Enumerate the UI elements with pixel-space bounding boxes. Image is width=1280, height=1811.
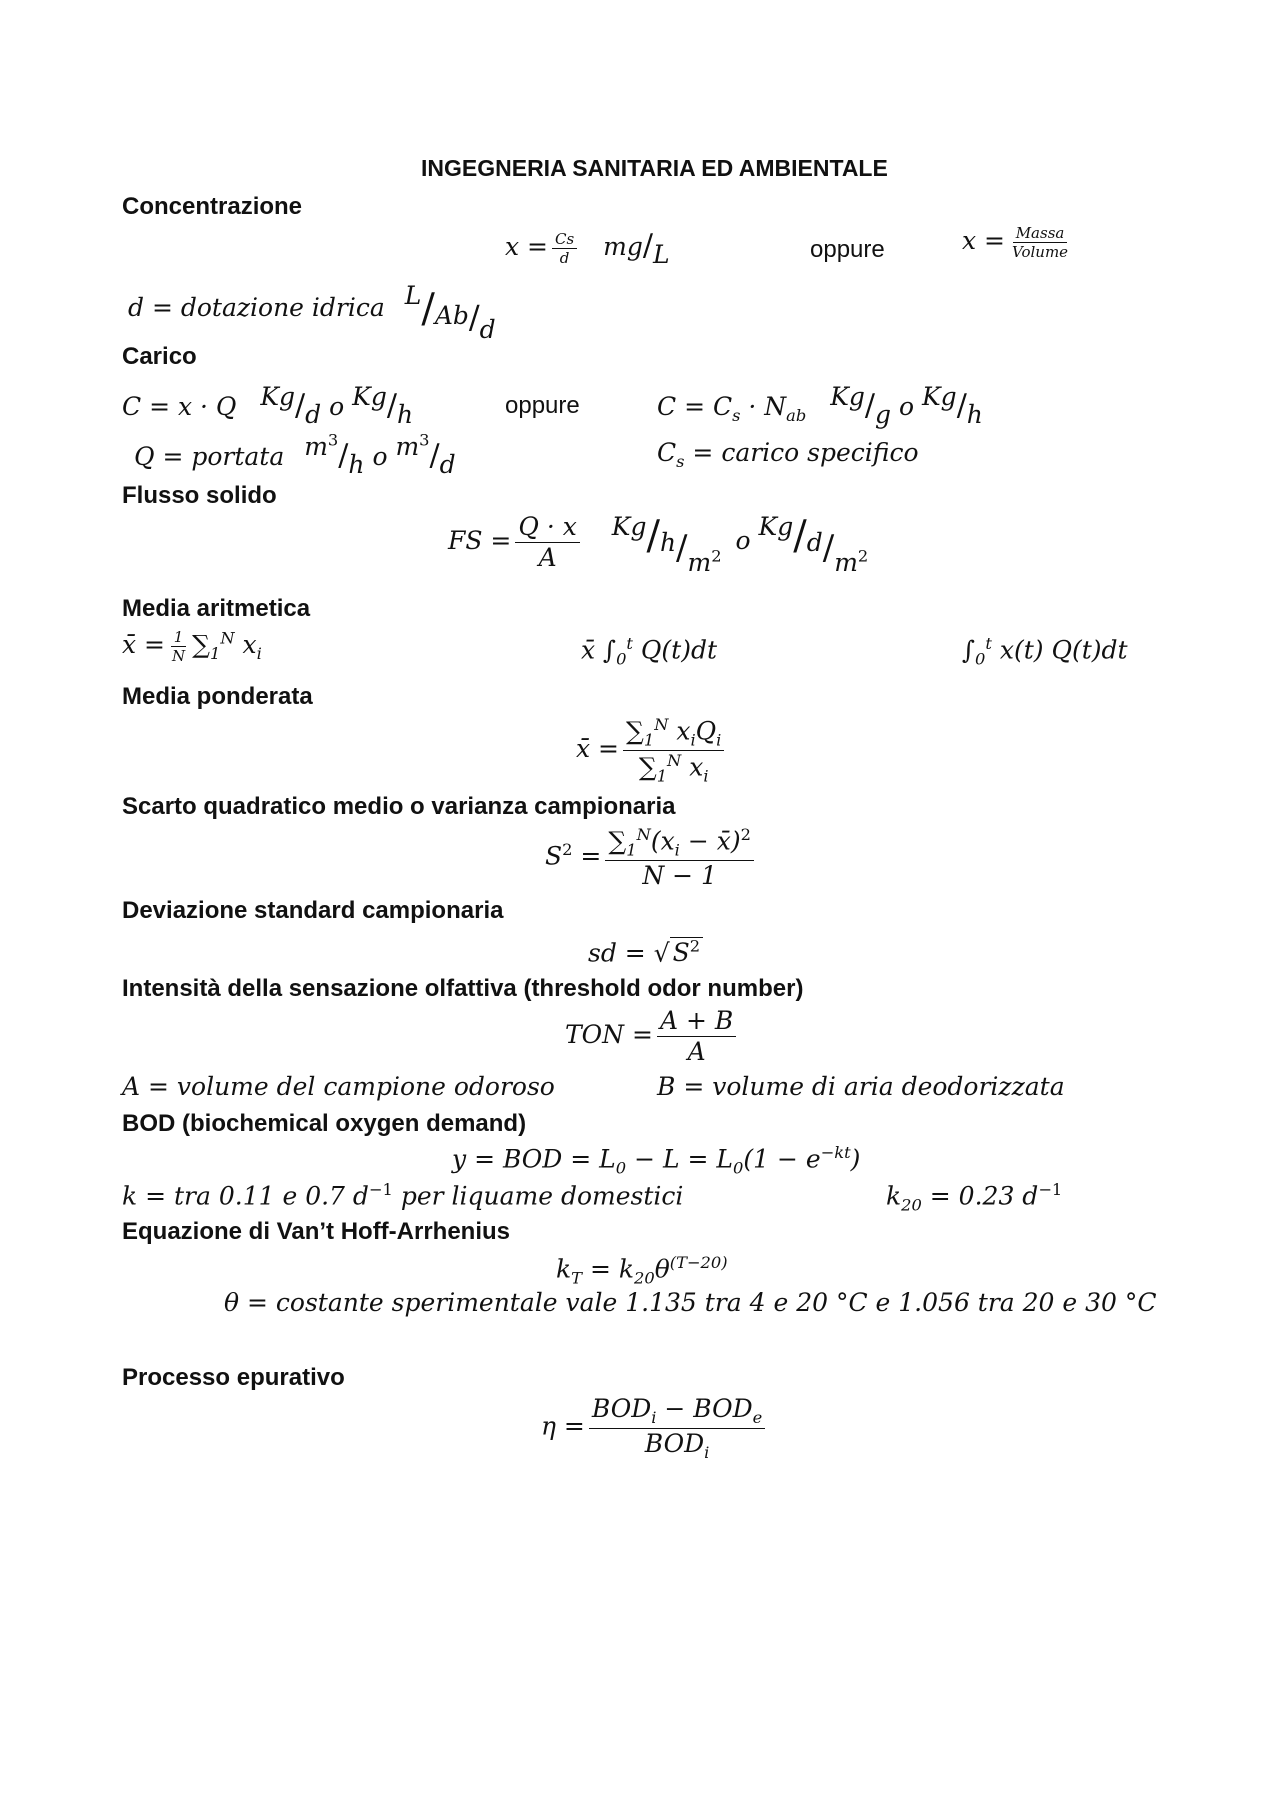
formula-varianza: $S^2$ = $\frac{\sum_1^N(x_i - x̄)^2}{N - 1}$ bbox=[545, 825, 758, 891]
o-1: o bbox=[329, 392, 345, 421]
formula-dotazione: d = dotazione idrica L/Ab/d bbox=[128, 281, 496, 344]
page-title: INGEGNERIA SANITARIA ED AMBIENTALE bbox=[421, 155, 888, 181]
formula-bod: y = BOD = $L_0 - L = L_0(1 - e^{-kt})$ bbox=[452, 1143, 861, 1178]
formula-media-aritmetica: x̄ = $\frac{1}{N}$ $\sum_1^N$ $x_i$ bbox=[122, 628, 262, 665]
formula-flusso-solido: FS = $\frac{Q \cdot x}{A}$ $Kg/h/m^2$ o $Kg/d/m^2$ bbox=[448, 512, 869, 577]
oppure-2: oppure bbox=[505, 392, 580, 419]
heading-bod: BOD (biochemical oxygen demand) bbox=[122, 1110, 527, 1137]
k-range-tail: per liquame domestici bbox=[400, 1181, 684, 1211]
formula-integral-q: x̄ $\int_0^t$ Q(t)dt bbox=[581, 634, 717, 669]
heading-scarto: Scarto quadratico medio o varianza campionaria bbox=[122, 793, 676, 820]
formula-deviazione: sd = √ $S^2$ bbox=[588, 937, 703, 967]
heading-vanthoff: Equazione di Van’t Hoff-Arrhenius bbox=[122, 1218, 511, 1245]
heading-processo: Processo epurativo bbox=[122, 1364, 345, 1391]
heading-media-aritmetica: Media aritmetica bbox=[122, 595, 311, 622]
formula-ton-a: A = volume del campione odoroso bbox=[122, 1072, 555, 1101]
oppure-1: oppure bbox=[810, 236, 885, 263]
heading-intensita: Intensità della sensazione olfattiva (threshold odor number) bbox=[122, 975, 804, 1002]
formula-theta: θ = costante sperimentale vale 1.135 tra 4 e 20 °C e 1.056 tra 20 e 30 °C bbox=[224, 1288, 1157, 1317]
formula-eta: η = $\frac{BOD_i - BOD_e}{BOD_i}$ bbox=[541, 1394, 769, 1462]
dotazione-label: d = dotazione idrica bbox=[128, 293, 385, 322]
heading-concentrazione: Concentrazione bbox=[122, 193, 303, 220]
o-4: o bbox=[735, 526, 751, 555]
formula-kt: $k_T = k_{20}\theta^{(T-20)}$ bbox=[556, 1253, 728, 1288]
formula-k-range: k = tra 0.11 e 0.7 $d^{-1}$ per liquame domestici bbox=[122, 1180, 684, 1211]
formula-media-ponderata: x̄ = $\frac{\sum_1^N x_iQ_i}{\sum_1^N x_i}$ bbox=[576, 715, 728, 786]
formula-portata: Q = portata $m^3/h$ o $m^3/d$ bbox=[134, 430, 456, 479]
formula-integral-xq: $\int_0^t$ x(t) Q(t)dt bbox=[962, 634, 1128, 669]
heading-carico: Carico bbox=[122, 343, 197, 370]
o-2: o bbox=[898, 392, 915, 421]
heading-deviazione: Deviazione standard campionaria bbox=[122, 897, 504, 924]
heading-media-ponderata: Media ponderata bbox=[122, 683, 313, 710]
o-3: o bbox=[372, 442, 388, 471]
heading-flusso-solido: Flusso solido bbox=[122, 482, 277, 509]
formula-ton: TON = $\frac{A + B}{A}$ bbox=[565, 1006, 740, 1067]
carico-specifico-label: carico specifico bbox=[721, 438, 919, 467]
formula-k20: $k_{20} = 0.23$ $d^{-1}$ bbox=[886, 1180, 1063, 1215]
formula-cs-def: $C_s$ = carico specifico bbox=[657, 438, 919, 471]
portata-label: Q = portata bbox=[134, 442, 285, 471]
formula-carico: C = x · Q Kg/d o Kg/h bbox=[122, 382, 414, 429]
formula-mass-volume: x = $\frac{\text{Massa}}{\text{Volume}}$ bbox=[962, 224, 1069, 261]
formula-concentration: x = $\frac{Cs}{d}$ mg/L bbox=[505, 228, 670, 269]
k-range-label: k = tra 0.11 e 0.7 d bbox=[122, 1181, 369, 1211]
formula-ton-b: B = volume di aria deodorizzata bbox=[657, 1072, 1065, 1101]
formula-carico-specifico: $C = C_s \cdot N_{ab}$ Kg/g o Kg/h bbox=[657, 382, 983, 429]
